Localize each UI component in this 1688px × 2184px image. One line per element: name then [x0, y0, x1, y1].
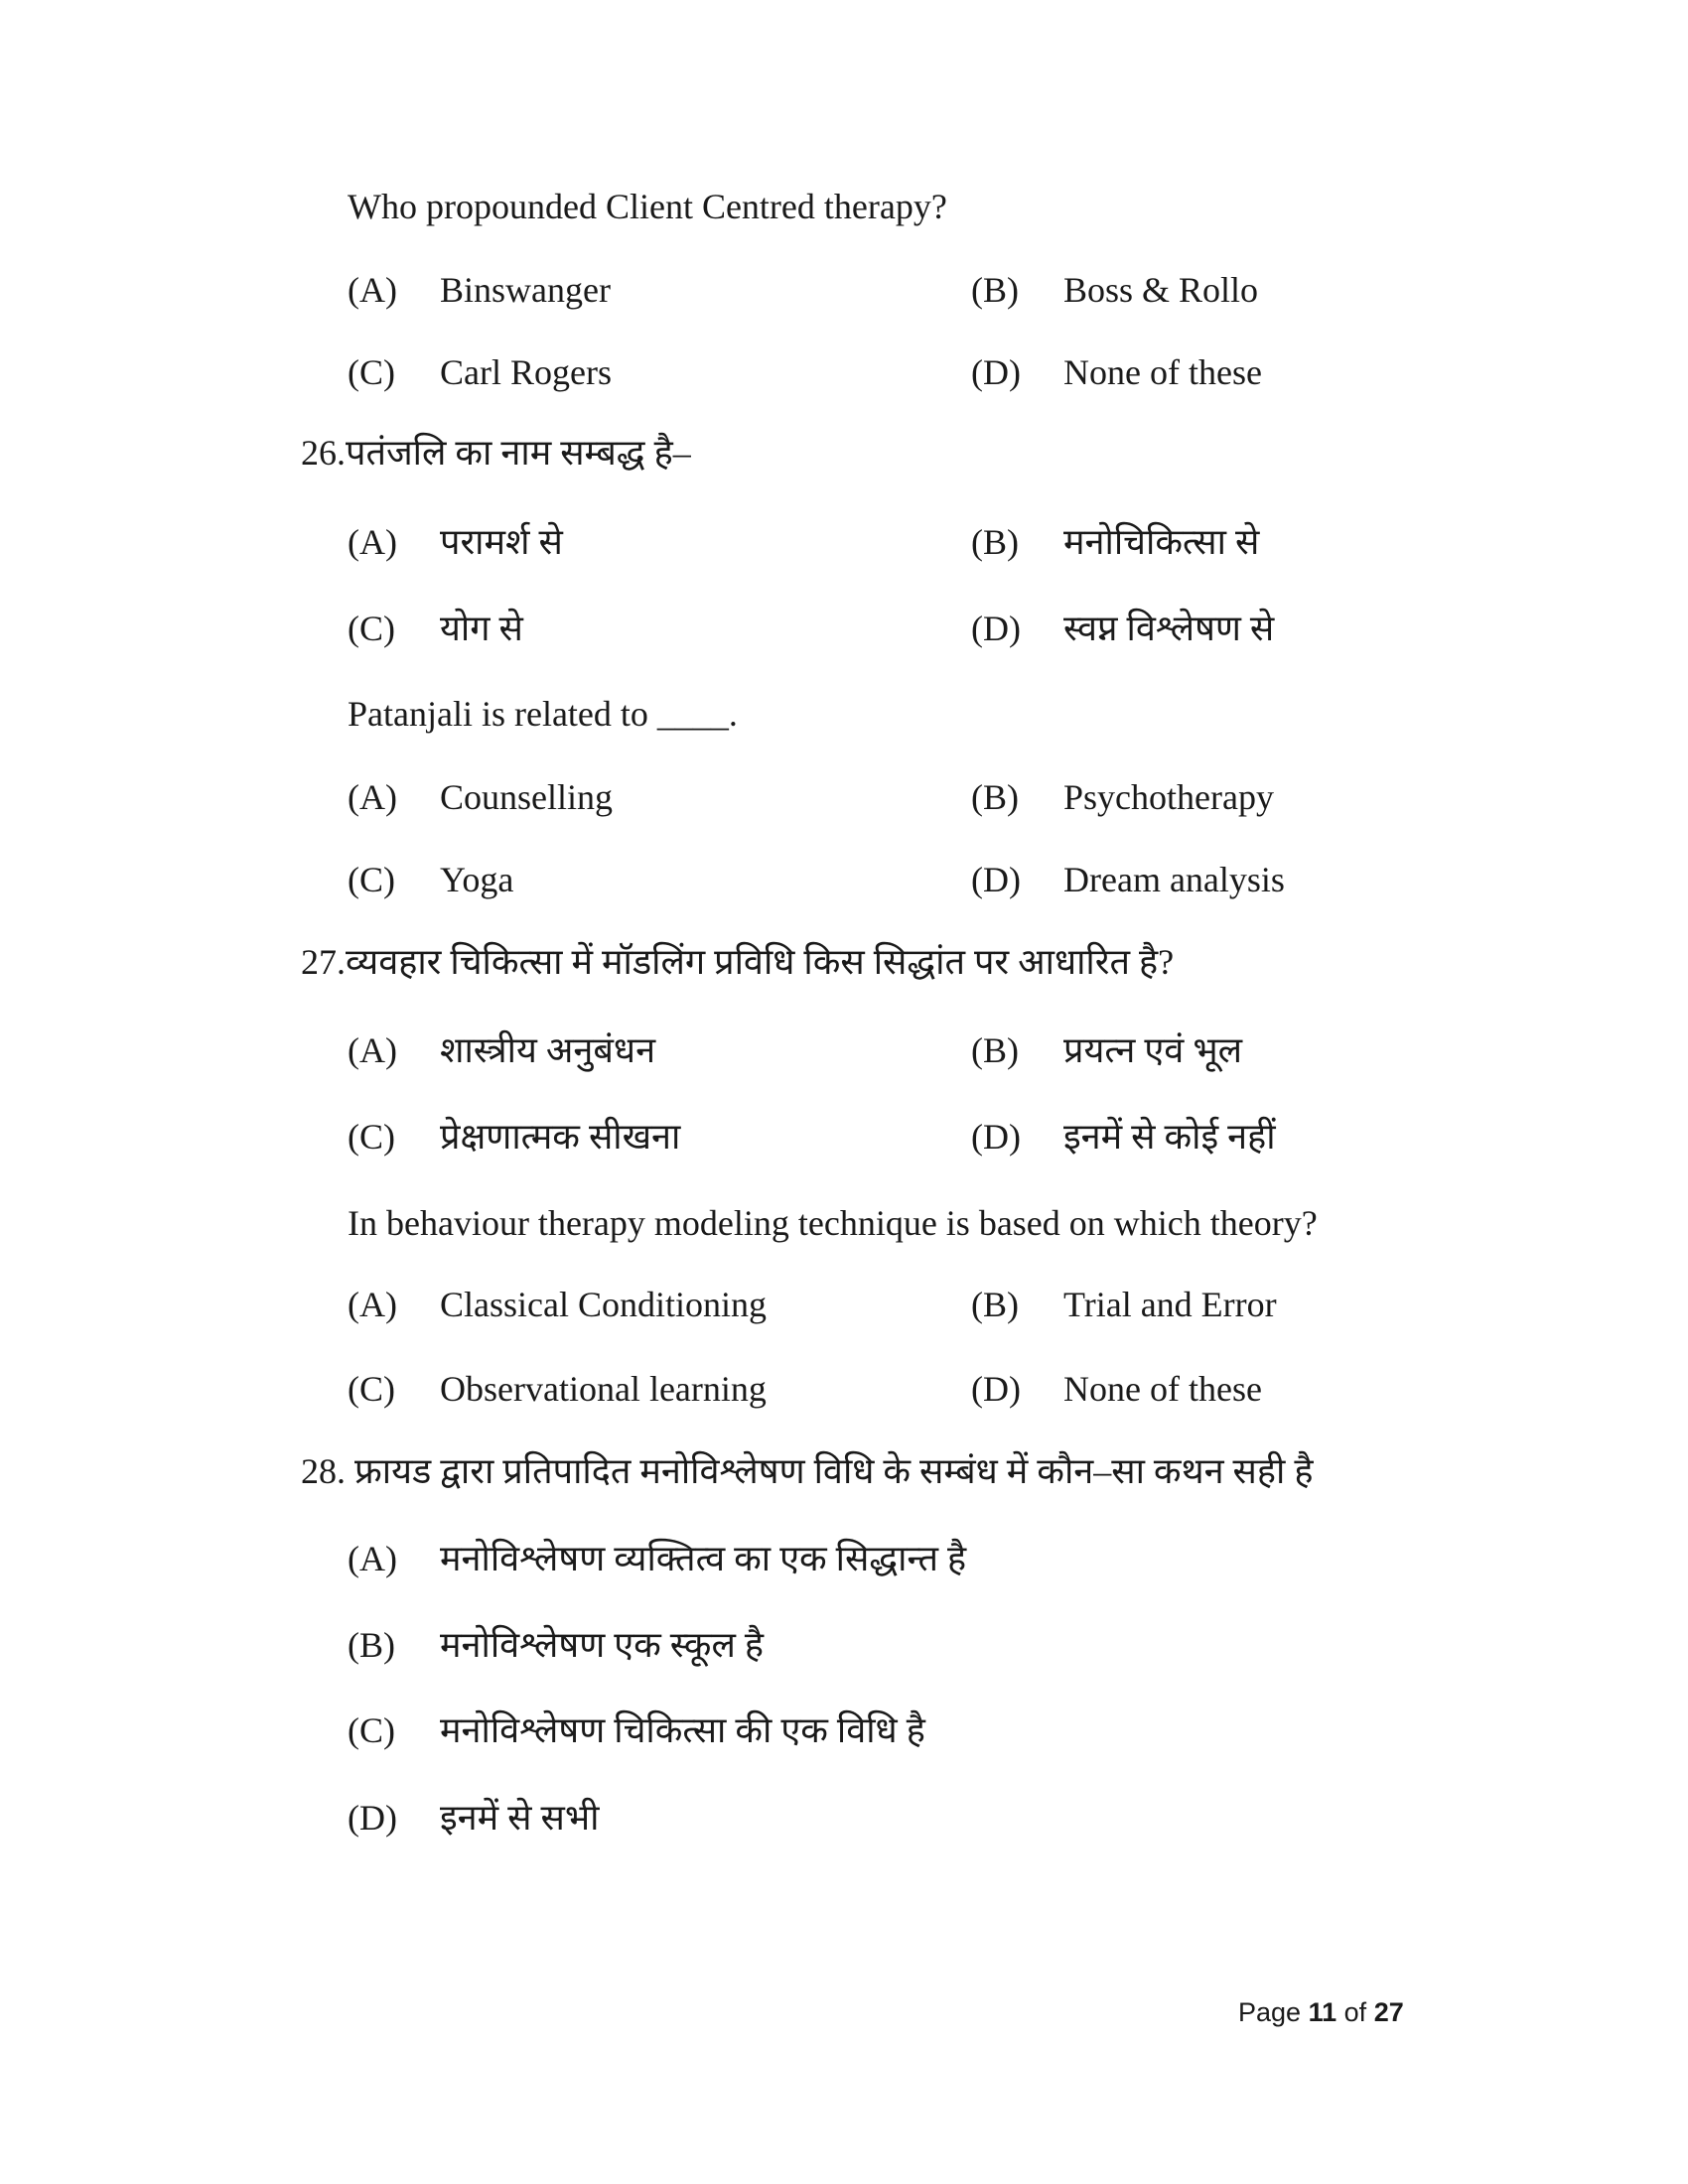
page-number [1238, 1997, 1404, 2028]
of-word: of [1343, 1997, 1367, 2027]
option-label: (D) [971, 860, 1021, 899]
option-label: (A) [348, 777, 397, 817]
option-text: इनमें से सभी [440, 1798, 600, 1838]
option-label: (B) [971, 777, 1019, 817]
option-text: Dream analysis [1063, 860, 1285, 899]
option-label: (D) [348, 1798, 397, 1838]
option-text: Psychotherapy [1063, 777, 1274, 817]
option-text: मनोविश्लेषण चिकित्सा की एक विधि है [440, 1710, 925, 1750]
option-text: प्रयत्न एवं भूल [1063, 1030, 1243, 1070]
option-label: (D) [971, 609, 1021, 648]
option-label: (A) [348, 1030, 397, 1070]
question-26-hindi: 26.पतंजलि का नाम सम्बद्ध है– [301, 433, 691, 473]
question-26-english: Patanjali is related to ____. [348, 694, 738, 734]
option-label: (A) [348, 1285, 397, 1324]
option-label: (D) [971, 1369, 1021, 1409]
option-text: मनोविश्लेषण एक स्कूल है [440, 1625, 764, 1665]
option-text: None of these [1063, 352, 1262, 392]
option-text: इनमें से कोई नहीं [1063, 1117, 1276, 1157]
page-word: Page [1238, 1997, 1302, 2027]
option-text: स्वप्न विश्लेषण से [1063, 609, 1275, 648]
option-label: (C) [348, 1369, 395, 1409]
option-label: (B) [971, 270, 1019, 310]
question-27-hindi: 27.व्यवहार चिकित्सा में मॉडलिंग प्रविधि किस सिद्धांत पर आधारित है? [301, 942, 1175, 982]
option-text: Trial and Error [1063, 1285, 1277, 1324]
question-25-english: Who propounded Client Centred therapy? [348, 187, 947, 226]
option-text: Binswanger [440, 270, 611, 310]
option-label: (B) [971, 1030, 1019, 1070]
option-label: (B) [971, 1285, 1019, 1324]
option-label: (A) [348, 522, 397, 562]
option-text: प्रेक्षणात्मक सीखना [440, 1117, 681, 1157]
option-text: Yoga [440, 860, 514, 899]
current-page: 11 [1308, 1997, 1337, 2027]
option-label: (A) [348, 270, 397, 310]
option-label: (C) [348, 352, 395, 392]
option-label: (C) [348, 1117, 395, 1157]
option-text: Counselling [440, 777, 614, 817]
option-text: मनोविश्लेषण व्यक्तित्व का एक सिद्धान्त है [440, 1539, 967, 1578]
option-text: परामर्श से [440, 522, 563, 562]
option-text: शास्त्रीय अनुबंधन [440, 1030, 656, 1070]
option-text: Boss & Rollo [1063, 270, 1259, 310]
option-label: (D) [971, 352, 1021, 392]
question-28-hindi: 28. फ्रायड द्वारा प्रतिपादित मनोविश्लेषण विधि के सम्बंध में कौन–सा कथन सही है [301, 1451, 1314, 1491]
question-27-english: In behaviour therapy modeling technique is based on which theory? [348, 1203, 1318, 1243]
total-pages: 27 [1373, 1997, 1404, 2027]
option-text: योग से [440, 609, 523, 648]
option-text: Classical Conditioning [440, 1285, 767, 1324]
option-label: (A) [348, 1539, 397, 1578]
option-text: Carl Rogers [440, 352, 612, 392]
option-label: (C) [348, 1710, 395, 1750]
option-text: मनोचिकित्सा से [1063, 522, 1260, 562]
option-label: (D) [971, 1117, 1021, 1157]
option-label: (C) [348, 609, 395, 648]
option-label: (C) [348, 860, 395, 899]
option-label: (B) [971, 522, 1019, 562]
option-label: (B) [348, 1625, 395, 1665]
option-text: None of these [1063, 1369, 1262, 1409]
option-text: Observational learning [440, 1369, 767, 1409]
